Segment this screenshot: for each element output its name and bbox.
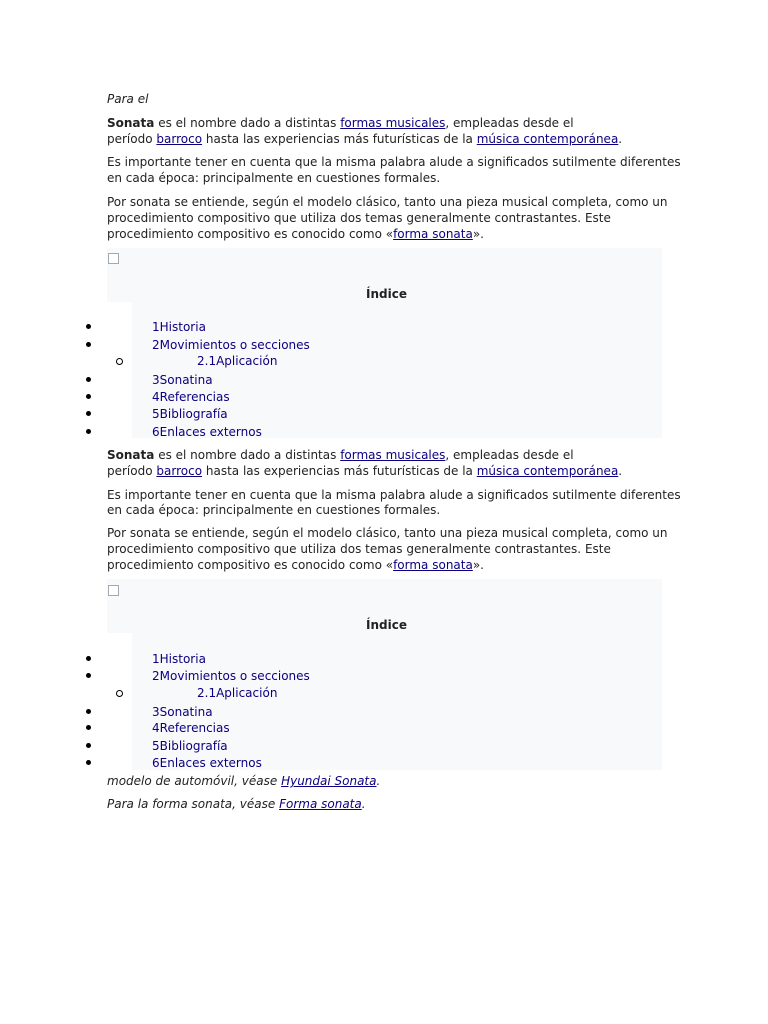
hatnote-text: . [376,774,381,788]
link-forma-sonata-hatnote[interactable]: Forma sonata [279,797,362,811]
paragraph-3-line2: procedimiento compositivo que utiliza dos temas generalmente contrastantes. Este [107,542,611,556]
toc-item-sonatina[interactable] [152,372,213,388]
toc-number: 2 [152,669,160,683]
toc-label: Referencias [159,390,230,404]
link-hyundai-sonata[interactable]: Hyundai Sonata [281,774,377,788]
intro-text: hasta las experiencias más futurísticas de la [202,132,477,146]
toc-label: Historia [159,320,206,334]
toc-number: 5 [152,407,160,421]
toc-number: 4 [152,721,160,735]
toc-number: 2.1 [197,686,217,700]
toc-label: Enlaces externos [159,425,262,439]
bullet-icon [86,656,91,661]
toc-number: 6 [152,756,160,770]
hatnote-top: Para el [107,92,149,106]
toc-item-enlaces-externos[interactable] [152,755,262,771]
paragraph-3-line3 [107,557,484,573]
hatnote-text: modelo de automóvil, véase [107,774,282,788]
intro-text: , empleadas desde el [445,116,574,130]
toc-item-sonatina[interactable] [152,704,213,720]
toc-label: Sonatina [159,373,213,387]
link-forma-sonata[interactable]: forma sonata [393,227,473,241]
toc-number: 6 [152,425,160,439]
toc-label: Enlaces externos [159,756,262,770]
toc-item-aplicacion[interactable] [197,353,277,369]
link-barroco[interactable]: barroco [156,132,203,146]
link-forma-sonata[interactable]: forma sonata [393,558,473,572]
toc-title: Índice [366,287,407,301]
hatnote-forma-sonata [107,796,366,812]
intro-paragraph-line2 [107,463,622,479]
intro-text: período [107,132,157,146]
paragraph-2-line2: en cada época: principalmente en cuestiones formales. [107,503,441,517]
toc-number: 4 [152,390,160,404]
circle-bullet-icon [116,690,123,697]
paragraph-text: ». [472,227,484,241]
intro-paragraph-line2 [107,131,622,147]
toc-number: 3 [152,705,160,719]
paragraph-text: ». [472,558,484,572]
intro-text: . [618,464,623,478]
toc-number: 1 [152,652,160,666]
intro-paragraph-line1 [107,115,574,131]
toc-label: Aplicación [216,354,278,368]
bullet-icon [86,411,91,416]
bullet-icon [86,760,91,765]
toc-title: Índice [366,618,407,632]
toc-label: Bibliografía [159,407,228,421]
intro-text: . [618,132,623,146]
toc-item-bibliografia[interactable] [152,406,228,422]
link-musica-contemporanea[interactable]: música contemporánea [476,132,619,146]
bullet-icon [86,324,91,329]
intro-paragraph-line1 [107,447,574,463]
paragraph-2-line2: en cada época: principalmente en cuestiones formales. [107,171,441,185]
paragraph-3-line1: Por sonata se entiende, según el modelo clásico, tanto una pieza musical completa, como un [107,195,668,209]
circle-bullet-icon [116,358,123,365]
bullet-icon [86,377,91,382]
paragraph-3-line1: Por sonata se entiende, según el modelo clásico, tanto una pieza musical completa, como un [107,526,668,540]
hatnote-text: . [361,797,366,811]
paragraph-text: procedimiento compositivo es conocido como « [107,227,394,241]
toc-item-historia[interactable] [152,651,206,667]
toc-item-referencias[interactable] [152,389,230,405]
paragraph-3-line2: procedimiento compositivo que utiliza dos temas generalmente contrastantes. Este [107,211,611,225]
toc-item-movimientos[interactable] [152,337,310,353]
bullet-icon [86,725,91,730]
toc-number: 2.1 [197,354,217,368]
hatnote-automovil [107,773,380,789]
bullet-icon [86,673,91,678]
toc-label: Sonatina [159,705,213,719]
toc-item-referencias[interactable] [152,720,230,736]
toc-label: Referencias [159,721,230,735]
toc-item-movimientos[interactable] [152,668,310,684]
toc-number: 1 [152,320,160,334]
hatnote-text: Para la forma sonata, véase [107,797,280,811]
paragraph-2-line1: Es importante tener en cuenta que la misma palabra alude a significados sutilmente diferentes [107,155,681,169]
toc-label: Aplicación [216,686,278,700]
bullet-icon [86,709,91,714]
intro-text: hasta las experiencias más futurísticas de la [202,464,477,478]
link-musica-contemporanea[interactable]: música contemporánea [476,464,619,478]
toc-number: 2 [152,338,160,352]
toc-item-enlaces-externos[interactable] [152,424,262,440]
term-sonata: Sonata [107,448,155,462]
intro-text: es el nombre dado a distintas [154,116,341,130]
bullet-icon [86,342,91,347]
toc-item-aplicacion[interactable] [197,685,277,701]
term-sonata: Sonata [107,116,155,130]
intro-text: período [107,464,157,478]
paragraph-text: procedimiento compositivo es conocido como « [107,558,394,572]
paragraph-2-line1: Es importante tener en cuenta que la misma palabra alude a significados sutilmente diferentes [107,488,681,502]
toc-toggle-checkbox[interactable] [108,585,119,596]
toc-number: 5 [152,739,160,753]
toc-label: Movimientos o secciones [159,669,310,683]
link-barroco[interactable]: barroco [156,464,203,478]
toc-toggle-checkbox[interactable] [108,253,119,264]
toc-item-bibliografia[interactable] [152,738,228,754]
bullet-icon [86,394,91,399]
paragraph-3-line3 [107,226,484,242]
link-formas-musicales[interactable]: formas musicales [340,448,446,462]
intro-text: , empleadas desde el [445,448,574,462]
intro-text: es el nombre dado a distintas [154,448,341,462]
toc-label: Historia [159,652,206,666]
toc-number: 3 [152,373,160,387]
bullet-icon [86,743,91,748]
toc-label: Movimientos o secciones [159,338,310,352]
bullet-icon [86,429,91,434]
toc-label: Bibliografía [159,739,228,753]
toc-item-historia[interactable] [152,319,206,335]
link-formas-musicales[interactable]: formas musicales [340,116,446,130]
